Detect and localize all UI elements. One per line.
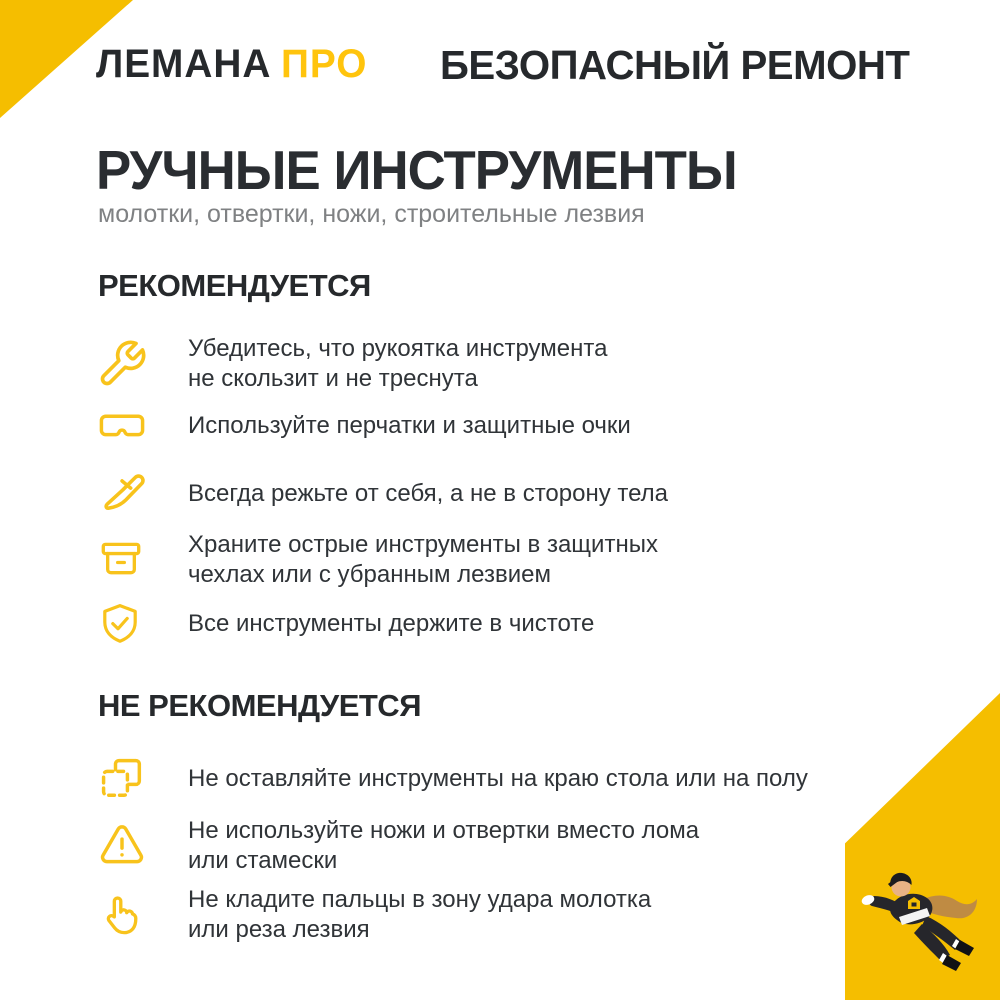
brand-logo-primary: ЛЕМАНА — [96, 42, 272, 86]
item-text — [188, 530, 658, 590]
storage-box-icon — [96, 537, 152, 583]
wrench-icon — [96, 338, 152, 390]
item-text-line: или реза лезвия — [188, 916, 370, 943]
not-recommended-item-edge — [96, 748, 808, 810]
recommended-item-handle — [96, 333, 607, 395]
not-recommended-item-misuse — [96, 814, 699, 878]
program-title: БЕЗОПАСНЫЙ РЕМОНТ — [440, 42, 910, 88]
item-text — [188, 334, 607, 394]
item-text-line: Не оставляйте инструменты на краю стола или на полу — [188, 765, 808, 792]
warning-triangle-icon — [96, 821, 152, 871]
item-text-line: Храните острые инструменты в защитных — [188, 531, 658, 558]
item-text — [188, 609, 594, 639]
page-title: РУЧНЫЕ ИНСТРУМЕНТЫ — [96, 139, 737, 201]
item-text-line: Все инструменты держите в чистоте — [188, 610, 595, 637]
item-text — [188, 411, 631, 441]
not-recommended-heading: НЕ РЕКОМЕНДУЕТСЯ — [98, 688, 421, 723]
item-text-line: Убедитесь, что рукоятка инструмента — [188, 335, 608, 362]
object-on-edge-icon — [96, 753, 152, 805]
item-text-line: Не используйте ножи и отвертки вместо лома — [188, 817, 700, 844]
flying-handyman-illustration — [844, 860, 994, 990]
knife-icon — [96, 469, 152, 519]
recommended-item-protection — [96, 402, 631, 450]
item-text — [188, 479, 668, 509]
safety-goggles-icon — [96, 404, 152, 448]
brand-logo — [96, 42, 367, 87]
item-text-line: Используйте перчатки и защитные очки — [188, 412, 631, 439]
item-text-line: Всегда режьте от себя, а не в сторону тела — [188, 480, 669, 507]
recommended-item-storage — [96, 528, 658, 592]
pointing-hand-icon — [96, 887, 152, 943]
item-text-line: не скользит и не треснута — [188, 365, 478, 392]
shield-check-icon — [96, 599, 152, 649]
recommended-heading: РЕКОМЕНДУЕТСЯ — [98, 268, 371, 303]
recommended-item-clean — [96, 596, 594, 652]
item-text-line: или стамески — [188, 847, 338, 874]
recommended-item-cutting — [96, 467, 668, 521]
item-text — [188, 885, 651, 945]
item-text — [188, 764, 808, 794]
not-recommended-item-fingers — [96, 880, 651, 950]
item-text-line: чехлах или с убранным лезвием — [188, 561, 551, 588]
page-subtitle: молотки, отвертки, ножи, строительные лезвия — [98, 200, 645, 228]
brand-logo-secondary: ПРО — [281, 42, 368, 86]
item-text — [188, 816, 699, 876]
item-text-line: Не кладите пальцы в зону удара молотка — [188, 886, 652, 913]
